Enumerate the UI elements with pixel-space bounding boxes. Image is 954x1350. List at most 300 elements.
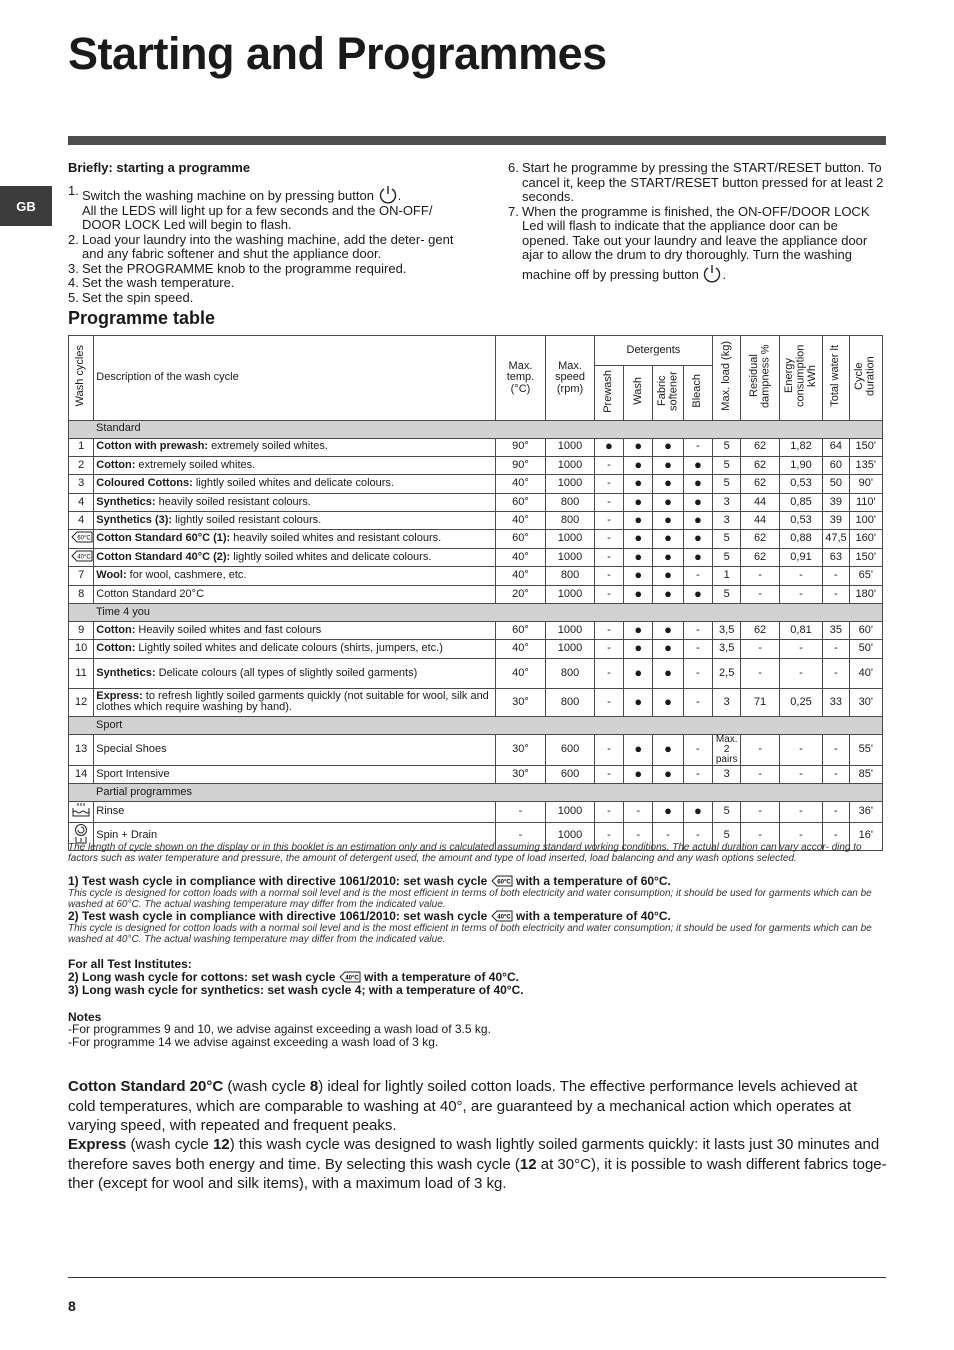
header-prewash: Prewash [602,369,615,413]
cycle-description: Cotton: Lightly soiled whites and delicate colours (shirts, jumpers, etc.) [94,640,495,658]
cell-wash: - [624,822,653,850]
step-item [68,184,468,233]
test-note-1 [68,875,671,888]
cell-speed: 800 [546,658,595,688]
cycle-id: 1 [69,438,94,456]
cell-water: 47,5 [823,530,849,548]
institute-note-2-temp: with a temperature of 40°C. [364,970,519,984]
eco40-icon [491,910,513,922]
header-duration: Cycle duration [853,356,877,396]
header-max-temp: Max. temp. (°C) [495,336,546,421]
cell-water: - [823,640,849,658]
cell-dur: 40' [849,658,882,688]
cell-wash: ● [624,688,653,716]
cycle-description: Synthetics: Delicate colours (all types of slightly soiled garments) [94,658,495,688]
eco60-icon [491,875,513,887]
cell-wash: ● [624,734,653,765]
cell-speed: 1000 [546,585,595,603]
cell-temp: - [495,802,546,823]
cell-soft: ● [653,658,683,688]
step-text: Set the spin speed. [82,289,194,305]
cell-wash: ● [624,530,653,548]
svg-text:40°C: 40°C [77,554,91,561]
express-label: Express [68,1136,127,1153]
cell-speed: 1000 [546,822,595,850]
cell-water: - [823,567,849,585]
step-text: When the programme is finished, the ON-OFF/DOOR LOCK Led will flash to indicate that the appliance door can be opened. Take out your laundry and leave the appliance door ajar to allow the drum to dry thoroughly. Turn the washing machine off by pressing button . [522,203,870,282]
cell-speed: 1000 [546,622,595,640]
cell-pre: ● [594,438,623,456]
cell-soft: ● [653,512,683,530]
page-number: 8 [68,1298,76,1314]
cycle-description: Cotton Standard 40°C (2): lightly soiled whites and delicate colours. [94,548,495,566]
cotton-standard-label: Cotton Standard 20°C [68,1078,224,1095]
cell-bleach: ● [683,585,712,603]
cell-speed: 1000 [546,438,595,456]
group-row [69,604,883,622]
step-number: 5. [68,289,79,305]
cycle-description: Synthetics (3): lightly soiled resistant colours. [94,512,495,530]
cell-wash: ● [624,456,653,474]
cell-energy: - [779,765,822,783]
cell-load: 3,5 [713,640,741,658]
cycle-id: 11 [69,658,94,688]
cell-pre: - [594,802,623,823]
test-note-2 [68,910,671,923]
cell-dur: 90' [849,475,882,493]
step-item [68,262,468,277]
cell-resid: - [741,658,779,688]
cell-bleach: ● [683,512,712,530]
cell-energy: 0,91 [779,548,822,566]
step-item [68,276,468,291]
cell-pre: - [594,512,623,530]
cell-bleach: - [683,658,712,688]
cell-resid: - [741,802,779,823]
title-divider [68,136,886,145]
cell-pre: - [594,765,623,783]
cell-temp: 30° [495,688,546,716]
cell-bleach: - [683,640,712,658]
language-tab: GB [0,186,52,226]
cell-pre: - [594,658,623,688]
step-number: 6. [508,160,519,175]
cell-dur: 110' [849,493,882,511]
cell-water: 60 [823,456,849,474]
express-description [68,1135,888,1194]
svg-text:40°C: 40°C [496,914,511,921]
cell-soft: ● [653,475,683,493]
cell-energy: 0,85 [779,493,822,511]
cell-temp: 60° [495,530,546,548]
table-row [69,567,883,585]
cell-resid: - [741,567,779,585]
cycle-description: Express: to refresh lightly soiled garments quickly (not suitable for wool, silk and clothes which require washing by hand). [94,688,495,716]
cell-resid: 62 [741,456,779,474]
cell-resid: - [741,585,779,603]
table-row [69,493,883,511]
table-row [69,456,883,474]
cell-water: 50 [823,475,849,493]
table-row [69,622,883,640]
cell-wash: ● [624,658,653,688]
cycle-description: Wool: for wool, cashmere, etc. [94,567,495,585]
eco40-icon [339,971,361,983]
cell-dur: 150' [849,548,882,566]
briefly-heading: Briefly: starting a programme [68,160,251,175]
cell-speed: 1000 [546,802,595,823]
group-row [69,420,883,438]
test-note-1-detail: This cycle is designed for cotton loads with a normal soil level and is the most efficient in terms of both electricity and water consumption; it should be used for garments which can be washed at 60°C. The actual washing temperature may differ from the indicated value. [68,888,872,910]
cell-pre: - [594,640,623,658]
cell-wash: ● [624,585,653,603]
table-row [69,438,883,456]
cell-wash: ● [624,493,653,511]
briefly-right-column [508,161,888,283]
cell-temp: 90° [495,456,546,474]
cell-pre: - [594,530,623,548]
cell-pre: - [594,585,623,603]
header-wash-cycles: Wash cycles [74,345,87,407]
cell-speed: 800 [546,493,595,511]
cell-dur: 85' [849,765,882,783]
institute-note-2-text: 2) Long wash cycle for cottons: set wash cycle [68,970,336,984]
cell-water: - [823,658,849,688]
cycle-id [69,802,94,823]
cell-bleach: - [683,734,712,765]
cell-load: 3 [713,765,741,783]
cell-resid: 71 [741,688,779,716]
cell-soft: ● [653,802,683,823]
cycle-id: 3 [69,475,94,493]
steps-list-right [508,161,888,283]
cell-load: 2,5 [713,658,741,688]
cell-wash: ● [624,512,653,530]
desc-text: (wash cycle [223,1078,310,1095]
step-number: 4. [68,275,79,290]
briefly-left-column [68,161,468,305]
cell-energy: 0,88 [779,530,822,548]
cell-energy: - [779,802,822,823]
cell-temp: - [495,822,546,850]
cell-dur: 60' [849,622,882,640]
test-note-2-text: 2) Test wash cycle in compliance with directive 1061/2010: set wash cycle [68,909,488,923]
cell-water: 39 [823,512,849,530]
cell-dur: 55' [849,734,882,765]
table-row [69,688,883,716]
cell-energy: - [779,658,822,688]
cell-speed: 600 [546,734,595,765]
cell-pre: - [594,548,623,566]
table-row [69,475,883,493]
cell-load: 5 [713,475,741,493]
programme-table-body [69,420,883,850]
header-max-load: Max. load (kg) [719,341,732,411]
header-fabric-softener: Fabric softener [655,371,680,411]
cell-load: Max. 2 pairs [713,734,741,765]
group-row [69,784,883,802]
cell-soft: ● [653,567,683,585]
step-text: Switch the washing machine on by pressing button . All the LEDS will light up for a few seconds and the ON-OFF/ DOOR LOCK Led will begin to flash. [82,184,468,233]
cell-energy: - [779,585,822,603]
cycle-description: Sport Intensive [94,765,495,783]
cell-resid: - [741,765,779,783]
cell-soft: ● [653,456,683,474]
cell-temp: 40° [495,567,546,585]
cell-pre: - [594,734,623,765]
cell-pre: - [594,475,623,493]
cycle-description: Cotton with prewash: extremely soiled whites. [94,438,495,456]
cell-soft: - [653,822,683,850]
step-text: Load your laundry into the washing machine, add the deter- gent and any fabric softener and shut the appliance door. [82,231,454,261]
cell-bleach: - [683,567,712,585]
cell-load: 1 [713,567,741,585]
cycle-id: 7 [69,567,94,585]
cell-resid: 62 [741,622,779,640]
note-1: -For programmes 9 and 10, we advise against exceeding a wash load of 3.5 kg. [68,1022,491,1036]
cell-water: - [823,802,849,823]
cycle-description: Cotton: extremely soiled whites. [94,456,495,474]
cell-water: - [823,734,849,765]
cell-temp: 40° [495,640,546,658]
cell-energy: - [779,734,822,765]
header-energy: Energy consumption kWh [782,344,818,408]
duration-footnote: The length of cycle shown on the display or in this booklet is an estimation only and is calculated assuming standard working conditions. The actual duration can vary accor- ding to factors such as water temperature and pressure, the amount of detergent used, the amount and type of load inserted, load balancing and any wash options selected. [68,842,862,864]
cycle-description: Cotton Standard 20°C [94,585,495,603]
step-number: 3. [68,260,79,276]
step-text: Set the PROGRAMME knob to the programme required. [82,260,407,276]
group-row [69,716,883,734]
group-label: Time 4 you [69,604,883,622]
cotton-standard-description [68,1077,888,1136]
cell-bleach: ● [683,475,712,493]
cell-wash: ● [624,548,653,566]
step-number: 1. [68,182,79,198]
cell-energy: 0,81 [779,622,822,640]
cell-dur: 30' [849,688,882,716]
cell-temp: 60° [495,493,546,511]
step-item [508,205,888,283]
header-water: Total water lt [829,345,842,407]
institutes-heading: For all Test Institutes: [68,957,192,971]
cell-bleach: ● [683,530,712,548]
cell-bleach: ● [683,548,712,566]
header-detergents: Detergents [594,336,712,366]
power-icon [378,184,398,204]
cell-water: 63 [823,548,849,566]
table-row [69,585,883,603]
header-max-speed: Max. speed (rpm) [546,336,595,421]
cycle-id: 13 [69,734,94,765]
cycle-id: 4 [69,493,94,511]
test-note-1-text: 1) Test wash cycle in compliance with directive 1061/2010: set wash cycle [68,874,488,888]
cell-soft: ● [653,640,683,658]
cycle-id: 12 [69,688,94,716]
cycle-description: Cotton: Heavily soiled whites and fast colours [94,622,495,640]
svg-text:40°C: 40°C [345,975,359,982]
cycle-id [69,548,94,566]
cell-resid: 62 [741,530,779,548]
step-item [68,291,468,306]
cycle-description: Rinse [94,802,495,823]
cell-resid: 62 [741,438,779,456]
cell-wash: ● [624,567,653,585]
cell-wash: ● [624,765,653,783]
cell-load: 3 [713,512,741,530]
cell-pre: - [594,688,623,716]
table-row [69,548,883,566]
cell-soft: ● [653,493,683,511]
cell-bleach: - [683,438,712,456]
cell-load: 5 [713,822,741,850]
cell-speed: 800 [546,567,595,585]
cell-bleach: - [683,822,712,850]
cell-wash: - [624,802,653,823]
cell-load: 5 [713,585,741,603]
cell-pre: - [594,622,623,640]
cell-temp: 20° [495,585,546,603]
cell-soft: ● [653,530,683,548]
cell-soft: ● [653,548,683,566]
cell-load: 5 [713,802,741,823]
cell-dur: 36' [849,802,882,823]
header-wash: Wash [631,377,644,405]
page-title: Starting and Programmes [68,28,607,79]
group-label: Sport [69,716,883,734]
desc-text: ) ideal for lightly soiled cotton loads. The effective performance levels achieved at cold temperatures, which are comparable to washing at 40°, are guaranteed by a mechanical action which operates at varying speed, with repeated and frequent peaks. [68,1078,858,1134]
cell-pre: - [594,493,623,511]
cell-resid: 44 [741,493,779,511]
cycle-id: 4 [69,512,94,530]
cycle-id: 14 [69,765,94,783]
cell-energy: - [779,640,822,658]
cycle-number: 12 [519,1155,537,1173]
cell-bleach: ● [683,456,712,474]
cell-resid: 62 [741,548,779,566]
cell-soft: ● [653,622,683,640]
cell-soft: ● [653,438,683,456]
cycle-description: Synthetics: heavily soiled resistant colours. [94,493,495,511]
table-row [69,734,883,765]
header-description: Description of the wash cycle [94,336,495,421]
cell-soft: ● [653,688,683,716]
cell-speed: 600 [546,765,595,783]
cell-wash: ● [624,438,653,456]
cell-water: 33 [823,688,849,716]
cell-energy: - [779,822,822,850]
cell-pre: - [594,822,623,850]
cell-load: 5 [713,438,741,456]
cell-energy: 0,25 [779,688,822,716]
cell-temp: 60° [495,622,546,640]
table-row [69,530,883,548]
cell-bleach: - [683,622,712,640]
cell-temp: 40° [495,658,546,688]
cell-energy: 1,90 [779,456,822,474]
group-label: Partial programmes [69,784,883,802]
cycle-id: 2 [69,456,94,474]
cell-bleach: ● [683,493,712,511]
cell-water: 64 [823,438,849,456]
step-item [508,161,888,205]
cell-load: 5 [713,530,741,548]
programme-table-heading: Programme table [68,308,216,328]
cell-pre: - [594,456,623,474]
cell-resid: - [741,734,779,765]
notes-heading: Notes [68,1010,102,1024]
cell-soft: ● [653,734,683,765]
cell-temp: 40° [495,475,546,493]
footer-divider [68,1277,886,1278]
cell-water: - [823,765,849,783]
table-row [69,658,883,688]
eco-cycle-icon [71,550,93,562]
cell-load: 3,5 [713,622,741,640]
cell-resid: 44 [741,512,779,530]
cell-speed: 800 [546,512,595,530]
cell-dur: 180' [849,585,882,603]
step-text: Set the wash temperature. [82,275,235,290]
cell-dur: 100' [849,512,882,530]
cell-temp: 90° [495,438,546,456]
cell-temp: 30° [495,734,546,765]
cell-energy: 0,53 [779,475,822,493]
cell-wash: ● [624,475,653,493]
eco-cycle-icon [71,531,93,543]
institute-note-3: 3) Long wash cycle for synthetics: set wash cycle 4; with a temperature of 40°C. [68,983,524,997]
cell-energy: 1,82 [779,438,822,456]
cell-water: - [823,822,849,850]
cycle-number: 8 [309,1078,319,1095]
test-note-2-temp: with a temperature of 40°C. [516,909,671,923]
power-icon [702,263,722,283]
cell-speed: 1000 [546,530,595,548]
table-row [69,640,883,658]
cell-dur: 65' [849,567,882,585]
step-number: 7. [508,203,519,219]
cell-speed: 1000 [546,548,595,566]
cycle-id: 8 [69,585,94,603]
cell-temp: 30° [495,765,546,783]
cell-dur: 50' [849,640,882,658]
cell-speed: 1000 [546,640,595,658]
cell-dur: 16' [849,822,882,850]
table-row [69,765,883,783]
cell-resid: 62 [741,475,779,493]
cell-water: - [823,585,849,603]
cell-pre: - [594,567,623,585]
cell-soft: ● [653,765,683,783]
cycle-description: Cotton Standard 60°C (1): heavily soiled whites and resistant colours. [94,530,495,548]
step-item [68,233,468,262]
cell-dur: 150' [849,438,882,456]
cell-bleach: - [683,688,712,716]
cell-load: 3 [713,493,741,511]
cycle-id: 9 [69,622,94,640]
group-label: Standard [69,420,883,438]
desc-text: at 30°C), it is possible to wash different fabrics toge- ther (except for wool and silk items), with a maximum load of 3 kg. [68,1155,887,1192]
desc-text: ) this wash cycle was designed to wash lightly soiled garments quickly: it lasts just 30 minutes and therefore saves both energy and time. By selecting this wash cycle ( [68,1136,880,1173]
test-note-1-temp: with a temperature of 60°C. [516,874,671,888]
desc-text: (wash cycle [126,1136,214,1153]
cycle-description: Coloured Cottons: lightly soiled whites and delicate colours. [94,475,495,493]
cell-resid: - [741,640,779,658]
cycle-id: 10 [69,640,94,658]
svg-text:60°C: 60°C [77,535,91,542]
cell-wash: ● [624,622,653,640]
cell-bleach: - [683,765,712,783]
cell-resid: - [741,822,779,850]
